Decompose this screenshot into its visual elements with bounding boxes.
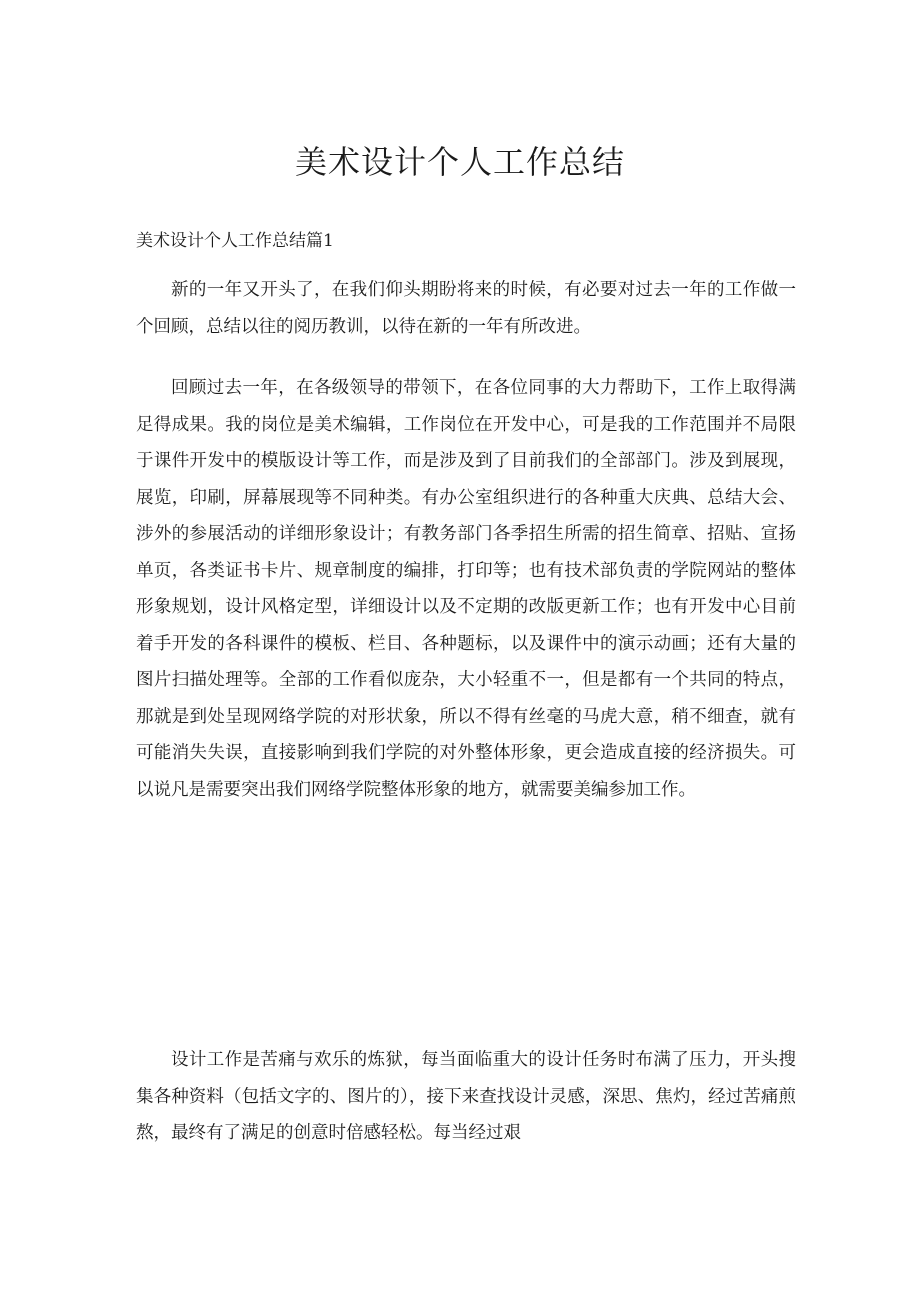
paragraph-3: 设计工作是苦痛与欢乐的炼狱，每当面临重大的设计任务时布满了压力，开头搜集各种资料（包括文字的、图片的），接下来查找设计灵感，深思、焦灼，经过苦痛煎熬，最终有了满足的创意时倍感轻松。每当经过艰 (136, 1050, 796, 1143)
paragraph-2: 回顾过去一年，在各级领导的带领下，在各位同事的大力帮助下，工作上取得满足得成果。我的岗位是美术编辑，工作岗位在开发中心，可是我的工作范围并不局限于课件开发中的模版设计等工作，而是涉及到了目前我们的全部部门。涉及到展现，展览，印刷，屏幕展现等不同种类。有办公室组织进行的各种重大庆典、总结大会、涉外的参展活动的详细形象设计；有教务部门各季招生所需的招生简章、招贴、宣扬单页，各类证书卡片、规章制度的编排，打印等；也有技术部负责的学院网站的整体形象规划，设计风格定型，详细设计以及不定期的改版更新工作；也有开发中心目前着手开发的各科课件的模板、栏目、各种题标，以及课件中的演示动画；还有大量的图片扫描处理等。全部的工作看似庞杂，大小轻重不一，但是都有一个共同的特点，那就是到处呈现网络学院的对形状象，所以不得有丝毫的马虎大意，稍不细查，就有可能消失失误，直接影响到我们学院的对外整体形象，更会造成直接的经济损失。可以说凡是需要突出我们网络学院整体形象的地方，就需要美编参加工作。 (136, 378, 796, 800)
paragraph-1: 新的一年又开头了，在我们仰头期盼将来的时候，有必要对过去一年的工作做一个回顾，总结以往的阅历教训，以待在新的一年有所改进。 (136, 280, 796, 337)
section-heading: 美术设计个人工作总结篇1 (136, 231, 334, 251)
document-title: 美术设计个人工作总结 (294, 143, 625, 181)
